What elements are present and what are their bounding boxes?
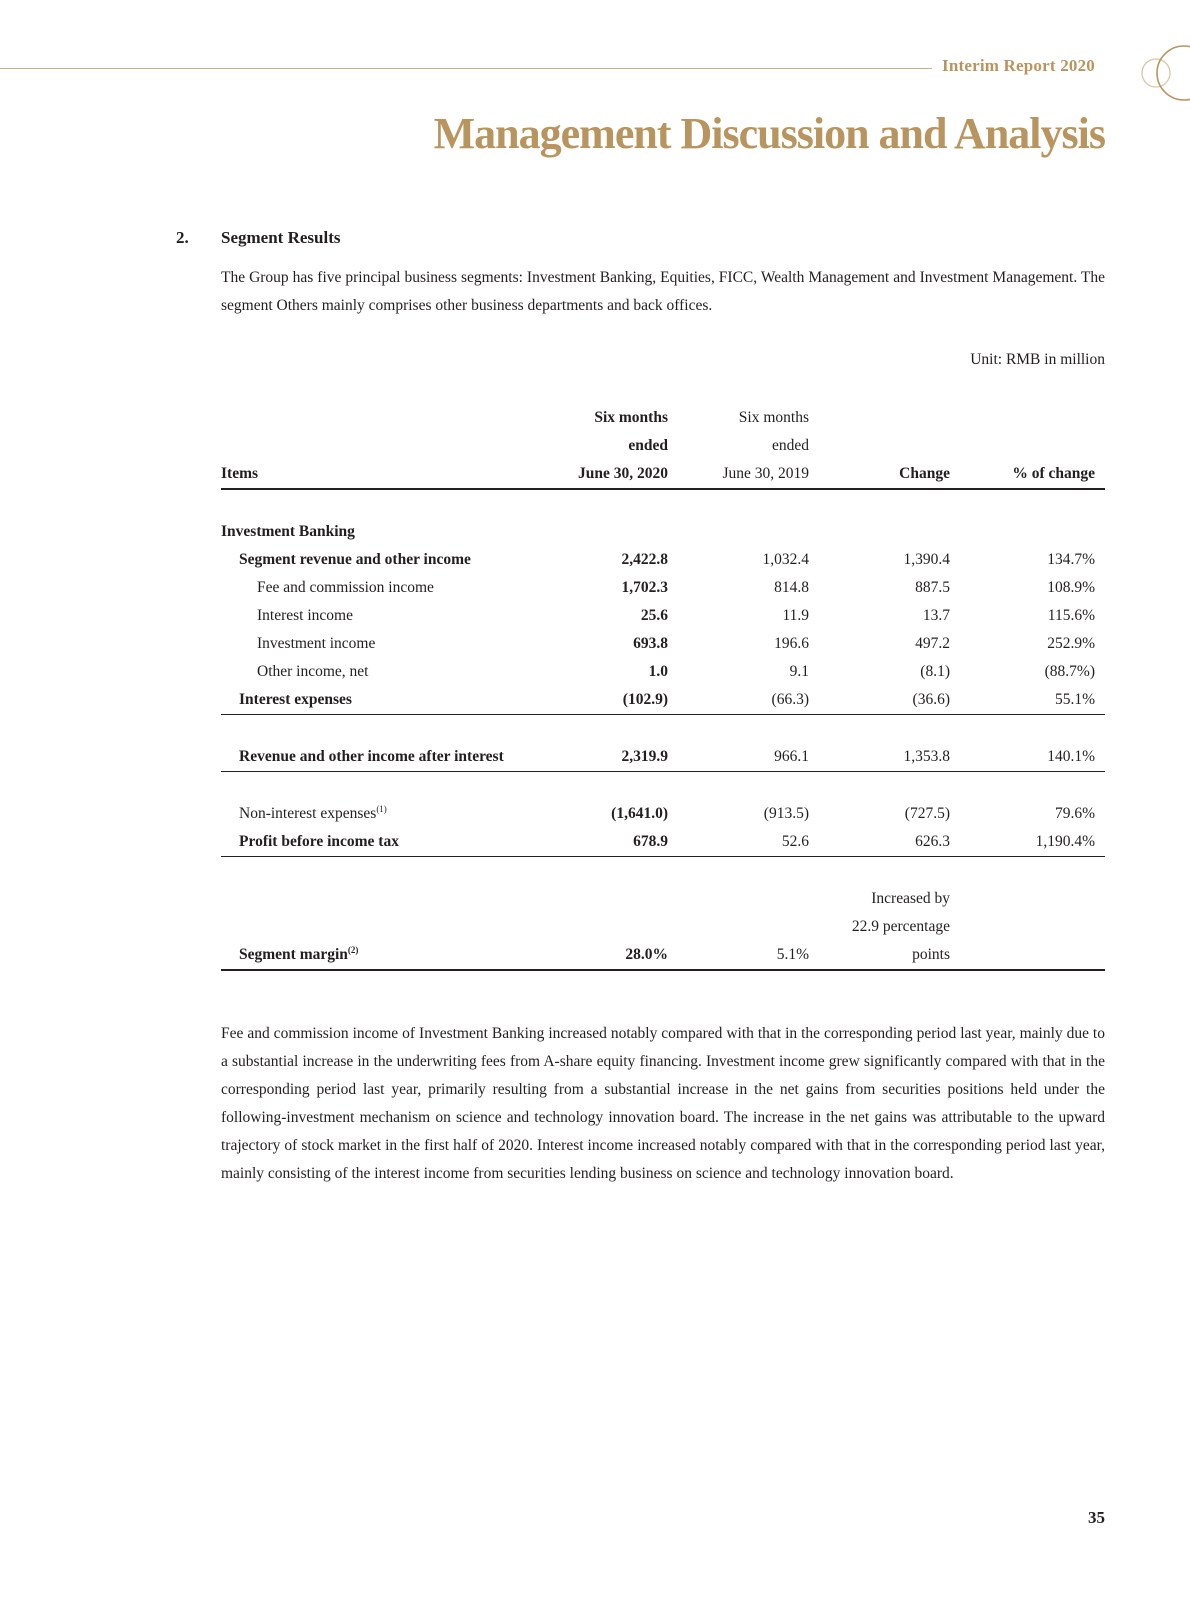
- section-number: 2.: [176, 228, 189, 247]
- col-2019-header-line1: Six months: [738, 409, 809, 426]
- footnote-marker: (2): [347, 944, 359, 955]
- section-title: Segment Results: [221, 228, 341, 247]
- table-row: Other income, net 1.0 9.1 (8.1) (88.7%): [257, 663, 1095, 680]
- table-row: Investment income 693.8 196.6 497.2 252.9%: [257, 635, 1095, 652]
- col-2019-header-line3: June 30, 2019: [674, 460, 815, 489]
- col-2020-header-line2: ended: [628, 437, 668, 454]
- analysis-paragraph: Fee and commission income of Investment Banking increased notably compared with that in the corresponding period last year, mainly due to a substantial increase in the underwriting fees from A-share equity financing. Investment income grew significantly compared with that in the corresponding period last year, primarily resulting from a substantial increase in the net gains from securities positions held under the following-investment mechanism on science and technology innovation board. The increase in the net gains was attributable to the upward trajectory of stock market in the first half of 2020. Interest income increased notably compared with that in the corresponding period last year, mainly consisting of the interest income from securities lending business on science and technology innovation board.: [221, 1025, 1105, 1182]
- footnote-marker: (1): [376, 803, 387, 814]
- unit-label: Unit: RMB in million: [970, 351, 1105, 368]
- table-row: Revenue and other income after interest 2,319.9 966.1 1,353.8 140.1%: [221, 743, 1105, 772]
- header-row-2: [221, 432, 1105, 460]
- header-row-1: [221, 404, 1105, 432]
- table-row: Interest income 25.6 11.9 13.7 115.6%: [257, 607, 1095, 624]
- items-header: Items: [221, 460, 528, 489]
- table-row: Fee and commission income 1,702.3 814.8 887.5 108.9%: [257, 579, 1095, 596]
- table-row: Segment revenue and other income 2,422.8 1,032.4 1,390.4 134.7%: [239, 551, 1095, 568]
- pct-change-header: % of change: [960, 460, 1105, 489]
- table-row: Non-interest expenses$^{(1)}$ (1,641.0) (913.5) (727.5) 79.6%: [239, 803, 1095, 822]
- intro-paragraph: The Group has five principal business segments: Investment Banking, Equities, FICC, Wealth Management and Investment Management. The segment Others mainly comprises other business departments and back offices.: [221, 269, 1105, 314]
- segment-results-table: Six months Six months ended ended Items June 30, 2020 June 30, 2019 Change % of change Investment Banking Segment revenue and other income 2,422.8 1,032.4 1,390.4 134.7% Fee and commission income 1,702.3 814.8 887.5 108.9% Interest income 25.6 11.9 13.7 115.6% Investment income 693.8 196.6 497.2 252.9% Other income, net 1.0 9.1 (8.1) (88.7%) Interest expenses (102.9) (66.3) (36.6) 55.1% Revenue and other income after interest 2,319.9 966.1 1,353.8 140.1% Non-interest expenses$^{(1)}$ (1,641.0) (913.5) (727.5) 79.6% Profit before income tax 678.9 52.6 626.3 1,190.4% Increased by 22.9 percentage Segment margin$^{(2)}$ 28.0% 5.1% points: [221, 404, 1105, 971]
- report-label: Interim Report 2020: [942, 56, 1095, 75]
- page-number: 35: [1088, 1508, 1105, 1527]
- col-2019-header-line2: ended: [771, 437, 809, 454]
- table-row: Interest expenses (102.9) (66.3) (36.6) 55.1%: [221, 686, 1105, 715]
- group-label: Investment Banking: [221, 523, 355, 540]
- table-row: Segment margin$^{(2)}$ 28.0% 5.1% points: [221, 941, 1105, 970]
- decorative-circles-icon: [1138, 44, 1190, 102]
- table-row: Profit before income tax 678.9 52.6 626.3 1,190.4%: [221, 828, 1105, 857]
- col-2020-header-line3: June 30, 2020: [528, 460, 674, 489]
- col-2020-header-line1: Six months: [594, 409, 668, 426]
- change-header: Change: [815, 460, 960, 489]
- group-row: [221, 518, 1105, 546]
- header-rule: [0, 68, 932, 69]
- header-row-3: [221, 460, 1105, 489]
- page-title: Management Discussion and Analysis: [433, 109, 1105, 158]
